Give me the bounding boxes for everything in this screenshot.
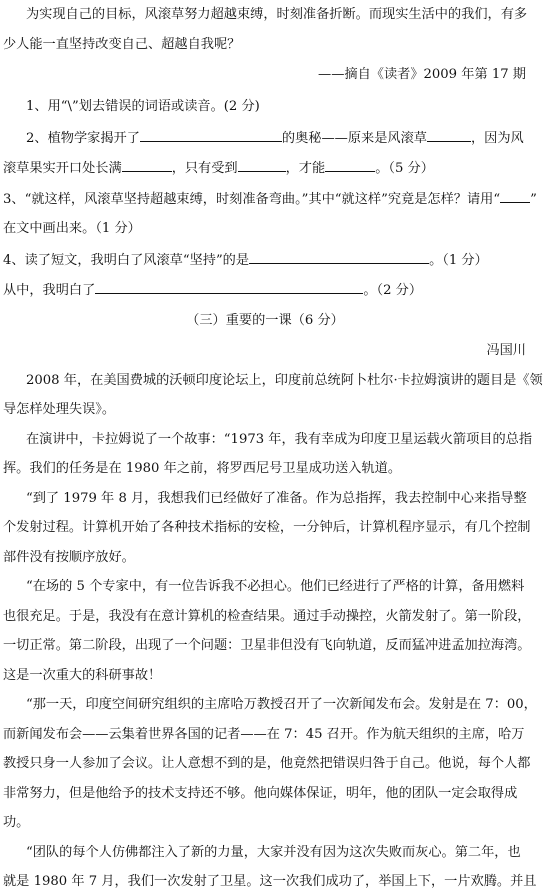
story-line: “团队的每个人仿佛都注入了新的力量，大家并没有因为这次失败而灰心。第二年，也 bbox=[26, 845, 521, 860]
answer-blank[interactable] bbox=[95, 281, 363, 294]
passage-line: 少人能一直坚持改变自己、超越自我呢？ bbox=[3, 37, 241, 52]
story-line: “到了 1979 年 8 月，我想我们已经做好了准备。作为总指挥，我去控制中心来指导整 bbox=[26, 491, 527, 506]
story-line: “在场的 5 个专家中，有一位告诉我不必担心。他们已经进行了严格的计算，备用燃料 bbox=[26, 579, 525, 594]
story-line: 一切正常。第二阶段，出现了一个问题：卫星非但没有飞向轨道，反而猛冲进孟加拉海湾。 bbox=[3, 638, 531, 653]
passage-line: 为实现自己的目标，风滚草努力超越束缚，时刻准备折断。而现实生活中的我们，有多 bbox=[26, 7, 528, 22]
story-line: 导怎样处理失误》。 bbox=[3, 402, 116, 417]
question-4-text: 。（2 分） bbox=[363, 283, 423, 298]
answer-blank[interactable] bbox=[122, 159, 172, 172]
story-line: 在演讲中，卡拉姆说了一个故事：“1973 年，我有幸成为印度卫星运载火箭项目的总指 bbox=[26, 432, 533, 447]
question-3-text: 3、“就这样，风滚草坚持超越束缚，时刻准备弯曲。”其中“就这样”究竟是怎样？请用“ bbox=[3, 192, 501, 207]
question-2-line-1 bbox=[0, 129, 556, 148]
question-3-text: ” bbox=[530, 192, 537, 207]
question-2-line-2 bbox=[0, 159, 533, 178]
story-line: “那一天，印度空间研究组织的主席哈万教授召开了一次新闻发布会。发射是在 7：00， bbox=[26, 697, 537, 712]
story-line: 也很充足。于是，我没有在意计算机的检查结果。通过手动操控，火箭发射了。第一阶段， bbox=[3, 609, 531, 624]
question-1: 1、用“\”划去错误的词语或读音。(2 分) bbox=[26, 99, 260, 114]
question-4-text: 。（1 分） bbox=[429, 253, 488, 268]
story-line: 而新闻发布会——云集着世界各国的记者——在 7：45 召开。作为航天组织的主席，哈万 bbox=[3, 727, 525, 742]
story-line: 教授只身一人参加了会议。让人意想不到的是，他竟然把错误归咎于自己。他说，每个人都 bbox=[3, 756, 531, 771]
story-line: 个发射过程。计算机开始了各种技术指标的安检，一分钟后，计算机程序显示，有几个控制 bbox=[3, 520, 531, 535]
question-2-text: 滚草果实开口处长满 bbox=[3, 161, 122, 176]
story-line: 功。 bbox=[3, 815, 30, 830]
question-2-text: 的奥秘——原来是风滚草 bbox=[281, 131, 427, 146]
story-line: 挥。我们的任务是在 1980 年之前，将罗西尼号卫星成功送入轨道。 bbox=[3, 461, 402, 476]
answer-blank[interactable] bbox=[140, 129, 282, 142]
question-2-text: 。（5 分） bbox=[375, 161, 434, 176]
section-title: （三）重要的一课（6 分） bbox=[186, 313, 344, 328]
story-line: 部件没有按顺序放好。 bbox=[3, 550, 135, 565]
story-line: 2008 年，在美国费城的沃顿印度论坛上，印度前总统阿卜杜尔·卡拉姆演讲的题目是《领 bbox=[26, 373, 543, 388]
question-2-text: ，才能 bbox=[285, 161, 326, 176]
answer-blank[interactable] bbox=[238, 159, 286, 172]
question-4-line-2 bbox=[0, 281, 533, 300]
question-4-line-1 bbox=[0, 251, 533, 270]
question-2-text: 2、植物学家揭开了 bbox=[26, 131, 140, 146]
question-2-text: ，因为风 bbox=[470, 131, 524, 146]
question-3-line-1 bbox=[0, 190, 537, 209]
author-name: 冯国川 bbox=[486, 343, 526, 358]
answer-blank[interactable] bbox=[249, 251, 429, 264]
answer-blank[interactable] bbox=[500, 190, 530, 203]
answer-blank[interactable] bbox=[325, 159, 375, 172]
source-citation: ——摘自《读者》2009 年第 17 期 bbox=[318, 67, 526, 82]
question-4-text: 4、读了短文，我明白了风滚草“坚持”的是 bbox=[3, 253, 250, 268]
story-line: 就是 1980 年 7 月，我们一次发射了卫星。这一次我们成功了，举国上下，一片欢腾。并且 bbox=[3, 874, 537, 889]
question-3-line-2: 在文中画出来。（1 分） bbox=[3, 221, 141, 236]
story-line: 非常努力，但是他给予的技术支持还不够。他向媒体保证，明年，他的团队一定会取得成 bbox=[3, 786, 518, 801]
question-4-text: 从中，我明白了 bbox=[3, 283, 96, 298]
answer-blank[interactable] bbox=[427, 129, 471, 142]
story-line: 这是一次重大的科研事故！ bbox=[3, 668, 162, 683]
question-2-text: ，只有受到 bbox=[171, 161, 238, 176]
